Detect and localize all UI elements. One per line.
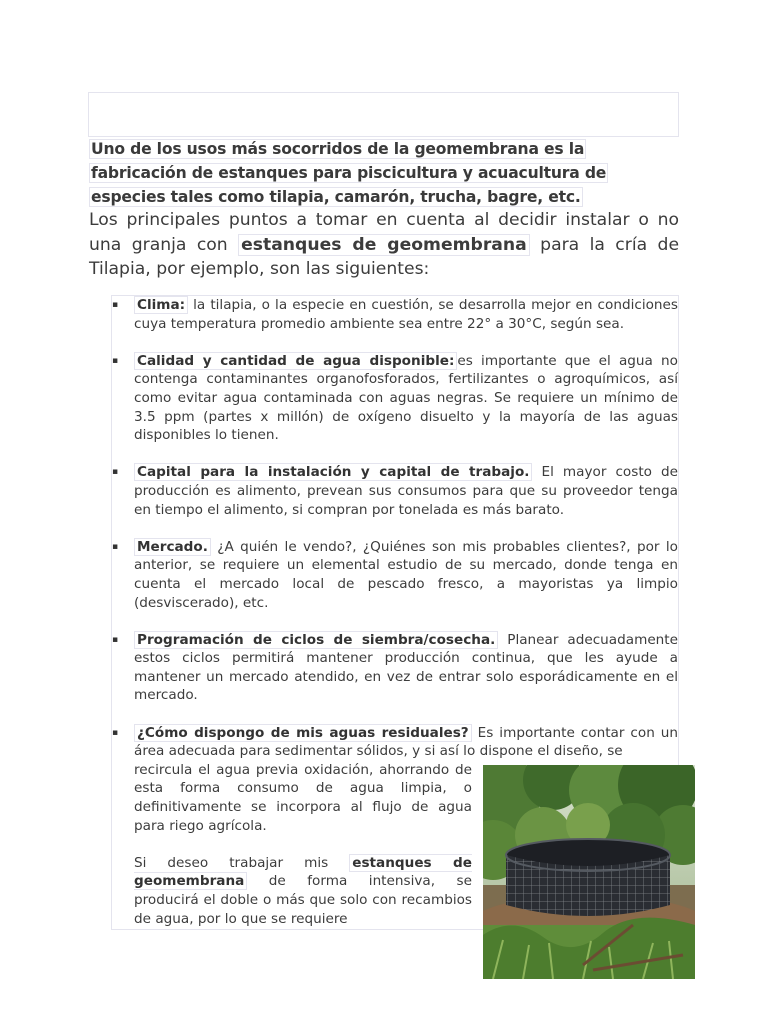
item-text: Planear adecuadamente estos ciclos permitirá mantener producción continua, que les ayude a mantener un mercado atendido, en vez de entrar solo esporádicamente en el mercado. (134, 631, 678, 704)
item-term: Calidad y cantidad de agua disponible: (134, 352, 457, 370)
estanques-link[interactable]: estanques de geomembrana (134, 854, 473, 890)
intensive-text-start: Si deseo trabajar mis (134, 854, 350, 871)
item-text: Es importante contar con un área adecuada para sedimentar sólidos, y si así lo dispone el diseño, se (134, 724, 678, 760)
item-term: Mercado. (134, 538, 211, 556)
item-term: Clima: (134, 296, 188, 314)
heading-line-3: especies tales como tilapia, camarón, trucha, bagre, etc. (91, 188, 581, 206)
wrapped-text-block (134, 761, 472, 928)
heading-line-2: fabricación de estanques para piscicultura y acuacultura de (91, 164, 607, 182)
item-text: ¿A quién le vendo?, ¿Quiénes son mis probables clientes?, por lo anterior, se requiere un elemental estudio de su mercado, donde tenga en cuenta el mercado local de pescado fresco, a mayoristas ya limpio (desviscerado), etc. (134, 538, 678, 611)
header-box (88, 92, 679, 137)
list-item-capital (112, 463, 678, 519)
intro-paragraph (89, 208, 679, 282)
page-heading (89, 137, 669, 209)
list-item-mercado (112, 538, 678, 612)
item-text-continued: recircula el agua previa oxidación, ahorrando de esta forma consumo de agua limpia, o definitivamente se incorpora al flujo de agua para riego agrícola. (134, 761, 472, 834)
item-text: El mayor costo de producción es alimento, prevean sus consumos para que su proveedor tenga en tiempo el alimento, si compran por tonelada es más barato. (134, 464, 679, 518)
intro-text-end: para la cría de Tilapia, por ejemplo, son las siguientes: (89, 234, 680, 279)
list-item-clima (112, 296, 678, 333)
bullet-icon: ▪ (112, 355, 119, 366)
bullet-icon: ▪ (112, 300, 119, 310)
bullet-icon: ▪ (112, 467, 119, 478)
intro-text-start: Los principales puntos a tomar en cuenta al decidir instalar o no una granja con (89, 210, 679, 255)
heading-line-1: Uno de los usos más socorridos de la geomembrana es la (91, 140, 585, 158)
list-item-programacion (112, 631, 678, 705)
bullet-icon: ▪ (112, 727, 119, 738)
bullet-icon: ▪ (112, 541, 119, 552)
photo-illustration (483, 765, 695, 979)
intensive-text-end: de forma intensiva, se producirá el doble o más que solo con recambios de agua, por lo que se requiere (134, 873, 472, 927)
intensive-paragraph (134, 854, 472, 928)
item-term: Capital para la instalación y capital de trabajo. (134, 463, 532, 481)
item-term: ¿Cómo dispongo de mis aguas residuales? (134, 724, 472, 742)
bullet-icon: ▪ (112, 634, 119, 645)
item-text: es importante que el agua no contenga contaminantes organofosforados, fertilizantes o agroquímicos, así como evitar agua contaminada con aguas negras. Se requiere un mínimo de 3.5 ppm (partes x millón) de oxígeno disuelto y la mayoría de las aguas disponibles lo tienen. (134, 352, 678, 444)
geomembrane-tank-photo (483, 765, 695, 979)
list-item-calidad-agua (112, 352, 678, 445)
intro-link-estanques[interactable]: estanques de geomembrana (238, 234, 530, 256)
item-text: la tilapia, o la especie en cuestión, se desarrolla mejor en condiciones cuya temperatura promedio ambiente sea entre 22° a 30°C, según sea. (134, 297, 678, 332)
item-term: Programación de ciclos de siembra/cosecha. (134, 631, 498, 649)
